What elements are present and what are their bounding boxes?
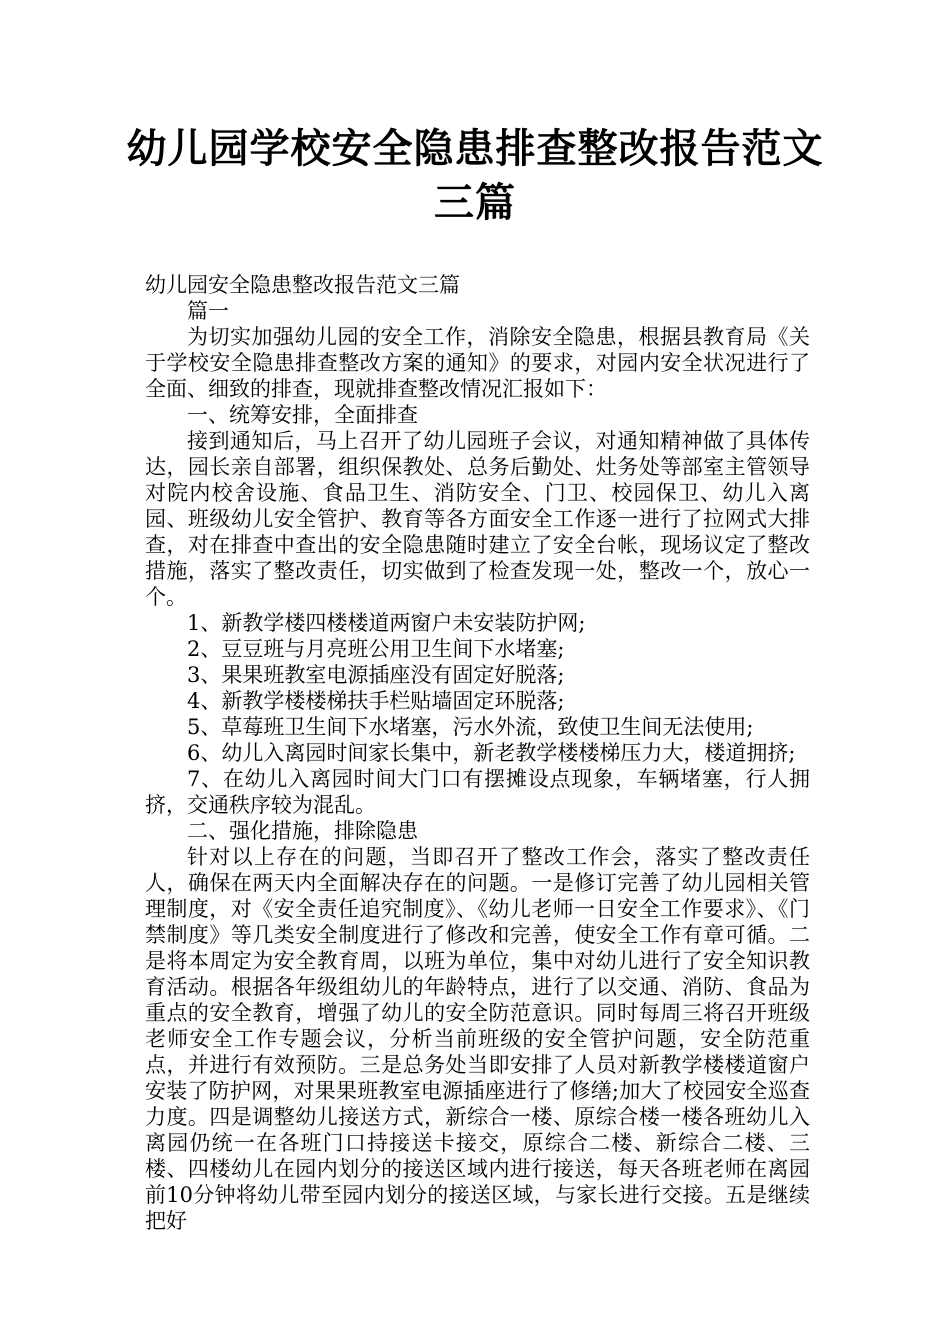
document-title: 幼儿园学校安全隐患排查整改报告范文三篇 bbox=[126, 126, 824, 226]
list-item: 4、新教学楼楼梯扶手栏贴墙固定环脱落; bbox=[187, 689, 565, 713]
list-item: 5、草莓班卫生间下水堵塞，污水外流，致使卫生间无法使用; bbox=[187, 715, 754, 739]
section-heading-1: 一、统筹安排，全面排查 bbox=[187, 403, 418, 427]
list-item: 7、在幼儿入离园时间大门口有摆摊设点现象，车辆堵塞，行人拥挤，交通秩序较为混乱。 bbox=[145, 767, 810, 817]
body-paragraph: 接到通知后，马上召开了幼儿园班子会议，对通知精神做了具体传达，园长亲自部署，组织保教处、总务后勤处、灶务处等部室主管领导对院内校舍设施、食品卫生、消防安全、门卫、校园保卫、幼儿入离园、班级幼儿安全管护、教育等各方面安全工作逐一进行了拉网式大排查，对在排查中查出的安全隐患随时建立了安全台帐，现场议定了整改措施，落实了整改责任，切实做到了检查发现一处，整改一个，放心一个。 bbox=[145, 429, 810, 609]
body-paragraph: 针对以上存在的问题，当即召开了整改工作会，落实了整改责任人，确保在两天内全面解决存在的问题。一是修订完善了幼儿园相关管理制度，对《安全责任追究制度》、《幼儿老师一日安全工作要求》、《门禁制度》等几类安全制度进行了修改和完善，使安全工作有章可循。二是将本周定为安全教育周，以班为单位，集中对幼儿进行了安全知识教育活动。根据各年级组幼儿的年龄特点，进行了以交通、消防、食品为重点的安全教育，增强了幼儿的安全防范意识。同时每周三将召开班级老师安全工作专题会议，分析当前班级的安全管护问题，安全防范重点，并进行有效预防。三是总务处当即安排了人员对新教学楼楼道窗户安装了防护网，对果果班教室电源插座进行了修缮;加大了校园安全巡查力度。四是调整幼儿接送方式，新综合一楼、原综合楼一楼各班幼儿入离园仍统一在各班门口持接送卡接交，原综合二楼、新综合二楼、三楼、四楼幼儿在园内划分的接送区域内进行接送，每天各班老师在离园前10分钟将幼儿带至园内划分的接送区域，与家长进行交接。五是继续把好 bbox=[145, 845, 810, 1233]
list-item: 3、果果班教室电源插座没有固定好脱落; bbox=[187, 663, 565, 687]
list-item: 1、新教学楼四楼楼道两窗户未安装防护网; bbox=[187, 611, 586, 635]
document-subtitle: 幼儿园安全隐患整改报告范文三篇 bbox=[145, 273, 460, 297]
section-heading-2: 二、强化措施，排除隐患 bbox=[187, 819, 418, 843]
intro-paragraph: 为切实加强幼儿园的安全工作，消除安全隐患，根据县教育局《关于学校安全隐患排查整改方案的通知》的要求，对园内安全状况进行了全面、细致的排查，现就排查整改情况汇报如下： bbox=[145, 325, 810, 401]
document-body bbox=[145, 272, 810, 1234]
list-item: 2、豆豆班与月亮班公用卫生间下水堵塞; bbox=[187, 637, 565, 661]
section-label: 篇一 bbox=[187, 299, 229, 323]
list-item: 6、幼儿入离园时间家长集中，新老教学楼楼梯压力大，楼道拥挤; bbox=[187, 741, 796, 765]
